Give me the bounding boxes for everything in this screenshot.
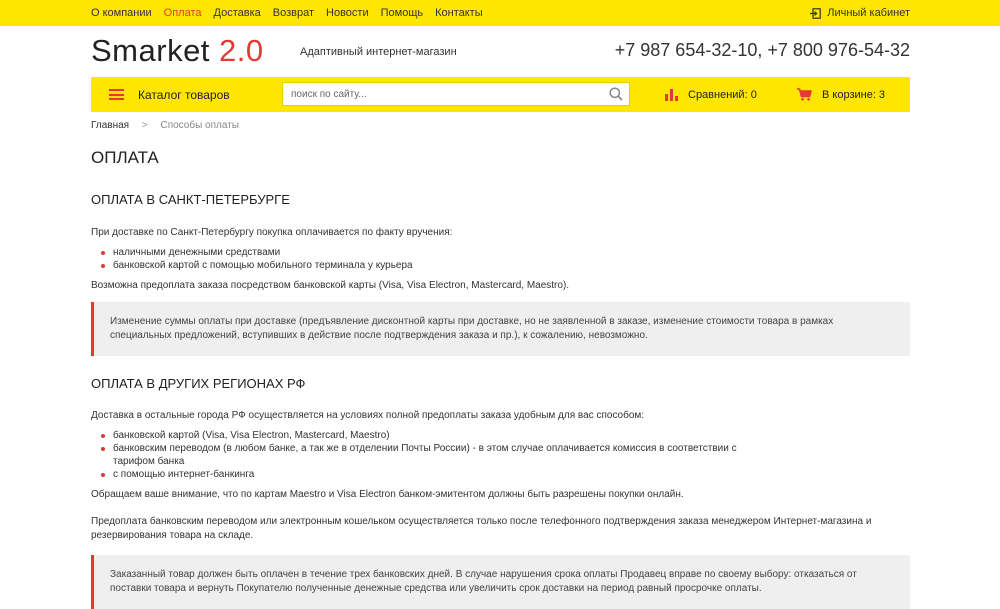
- topnav-return[interactable]: Возврат: [272, 7, 315, 19]
- compare-link[interactable]: [665, 77, 757, 112]
- personal-cabinet-label: Личный кабинет: [827, 7, 910, 19]
- search-box: [282, 82, 630, 106]
- breadcrumb-home[interactable]: Главная: [91, 120, 130, 131]
- menu-icon: [109, 89, 124, 100]
- logo-name: Smarket: [91, 33, 210, 68]
- search-input[interactable]: [283, 83, 583, 105]
- regions-payment-list: [91, 429, 751, 481]
- list-item: банковской картой (Visa, Visa Electron, Mastercard, Maestro): [91, 429, 751, 442]
- list-item: наличными денежными средствами: [91, 246, 910, 259]
- section-heading-spb: ОПЛАТА В САНКТ-ПЕТЕРБУРГЕ: [91, 192, 290, 207]
- search-icon[interactable]: [609, 87, 623, 104]
- main-content: [91, 148, 910, 609]
- regions-prepay-text: Предоплата банковским переводом или электронным кошельком осуществляется только после телефонного подтверждения заказа менеджером Интернет-магазина и резервирования товара на складе.: [91, 516, 872, 541]
- login-icon: [810, 8, 821, 19]
- personal-cabinet-link[interactable]: [810, 0, 910, 26]
- catalog-label: Каталог товаров: [138, 87, 230, 102]
- topnav-contacts[interactable]: Контакты: [435, 7, 483, 19]
- cart-label: В корзине: 3: [822, 88, 886, 101]
- regions-attention-text: Обращаем ваше внимание, что по картам Maestro и Visa Electron банком-эмитентом должны быть разрешены покупки онлайн.: [91, 489, 684, 500]
- catalog-menu-button[interactable]: [91, 77, 230, 112]
- list-item: банковским переводом (в любом банке, а так же в отделении Почты России) - в этом случае оплачивается комиссия в соответствии с тарифом банка: [91, 442, 751, 468]
- section-heading-regions: ОПЛАТА В ДРУГИХ РЕГИОНАХ РФ: [91, 376, 306, 391]
- breadcrumb-separator: >: [141, 120, 148, 131]
- cart-link[interactable]: [797, 77, 885, 112]
- spb-intro: При доставке по Санкт-Петербургу покупка оплачивается по факту вручения:: [91, 227, 453, 238]
- compare-label: Сравнений: 0: [688, 88, 757, 101]
- regions-note-block: Заказанный товар должен быть оплачен в течение трех банковских дней. В случае нарушения срока оплаты Продавец вправе по своему выбору: отказаться от поставки товара и вернуть Покупателю полученные денежные средства или увеличить срок доставки на период равный просрочке оплаты.: [91, 555, 910, 609]
- topnav-help[interactable]: Помощь: [380, 7, 424, 19]
- regions-intro: Доставка в остальные города РФ осуществляется на условиях полной предоплаты заказа удобным для вас способом:: [91, 410, 645, 421]
- breadcrumb: [91, 120, 239, 131]
- topnav-payment[interactable]: Оплата: [163, 7, 202, 19]
- list-item: с помощью интернет-банкинга: [91, 468, 751, 481]
- list-item: банковской картой с помощью мобильного терминала у курьера: [91, 259, 910, 272]
- catalog-bar: [91, 77, 910, 112]
- topnav-news[interactable]: Новости: [326, 7, 369, 19]
- chart-bars-icon: [665, 88, 678, 101]
- top-nav: [91, 0, 495, 26]
- site-tagline: Адаптивный интернет-магазин: [300, 46, 457, 58]
- header-phones: +7 987 654-32-10, +7 800 976-54-32: [614, 40, 910, 60]
- topnav-delivery[interactable]: Доставка: [213, 7, 261, 19]
- top-bar: [0, 0, 1000, 26]
- site-logo[interactable]: [91, 33, 264, 69]
- spb-prepay-text: Возможна предоплата заказа посредством банковской карты (Visa, Visa Electron, Mastercard, Maestro).: [91, 280, 570, 291]
- spb-payment-list: [91, 246, 910, 272]
- breadcrumb-current: Способы оплаты: [160, 120, 239, 131]
- page-title: ОПЛАТА: [91, 148, 159, 167]
- topnav-about[interactable]: О компании: [91, 7, 152, 19]
- cart-icon: [797, 88, 812, 101]
- logo-version: 2.0: [219, 33, 264, 68]
- spb-note-block: Изменение суммы оплаты при доставке (предъявление дисконтной карты при доставке, но не заявленной в заказе, изменение стоимости товара в рамках специальных предложений, вступивших в действие после подтверждения заказа и пр.), к сожалению, невозможно.: [91, 302, 910, 356]
